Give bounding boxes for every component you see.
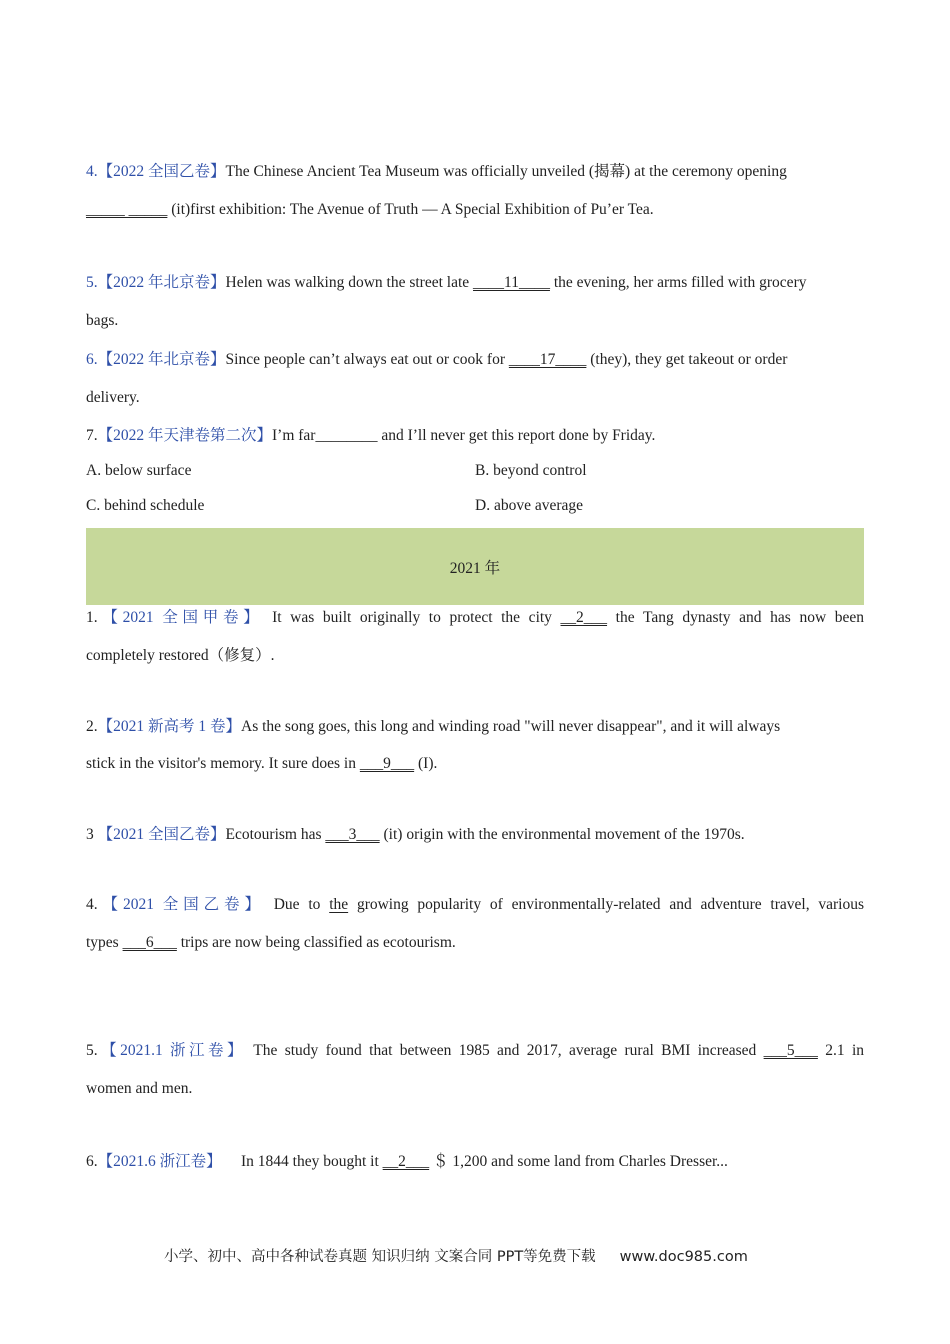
question-number: 6. bbox=[86, 351, 98, 368]
question-text: As the song goes, this long and winding road "will never disappear", and it will always bbox=[241, 718, 781, 735]
answer-blank: ____17____ bbox=[508, 351, 587, 368]
answer-blank: ___5___ bbox=[763, 1042, 818, 1059]
question-text: The Chinese Ancient Tea Museum was officially unveiled (揭幕) at the ceremony opening bbox=[225, 163, 787, 180]
source-tag: 【2021.1 浙江卷】 bbox=[97, 1042, 246, 1059]
question-text: the evening, her arms filled with grocery bbox=[549, 274, 807, 291]
question-text: trips are now being classified as ecotourism. bbox=[176, 934, 456, 951]
source-tag: 【2021 全国乙卷】 bbox=[97, 896, 265, 913]
option-b: B. beyond control bbox=[475, 462, 587, 479]
question-number: 3 bbox=[86, 826, 94, 843]
answer-blank: ___6___ bbox=[122, 934, 177, 951]
question-number: 4. bbox=[86, 896, 98, 913]
question-2021-5-line2 bbox=[86, 1079, 864, 1099]
year-banner bbox=[86, 528, 864, 605]
question-2022-6-line2 bbox=[86, 388, 864, 408]
question-text: the Tang dynasty and has now been bbox=[615, 609, 865, 626]
question-text: and I’ll never get this report done by Friday. bbox=[377, 427, 656, 444]
footer-text: 小学、初中、高中各种试卷真题 知识归纳 文案合同 PPT等免费下载 bbox=[164, 1249, 596, 1265]
answer-blank: ___9___ bbox=[359, 755, 415, 772]
question-text: In 1844 they bought it bbox=[221, 1153, 383, 1170]
answer-blank: ________ bbox=[315, 427, 378, 444]
banner-title: 2021 年 bbox=[449, 559, 501, 577]
source-tag: 【2021 新高考 1 卷】 bbox=[97, 718, 242, 735]
question-text: I’m far bbox=[272, 427, 316, 444]
question-number: 4. bbox=[86, 163, 98, 180]
answer-blank: _____ _____ bbox=[86, 201, 168, 218]
source-tag: 【2022 全国乙卷】 bbox=[97, 163, 226, 180]
question-text: (I). bbox=[414, 755, 438, 772]
question-text: women and men. bbox=[86, 1080, 193, 1097]
question-text: types bbox=[86, 934, 123, 951]
source-tag: 【2021.6 浙江卷】 bbox=[97, 1153, 222, 1170]
question-text: The study found that between 1985 and 2017, average rural BMI increased bbox=[253, 1042, 764, 1059]
question-number: 7. bbox=[86, 427, 98, 444]
question-text: Helen was walking down the street late bbox=[225, 274, 474, 291]
question-text: Ecotourism has bbox=[225, 826, 326, 843]
question-2022-4 bbox=[86, 162, 864, 182]
question-2022-5 bbox=[86, 273, 864, 293]
source-tag: 【2021 全国甲卷】 bbox=[97, 609, 264, 626]
question-text: (it)first exhibition: The Avenue of Truth — A Special Exhibition of Pu’er Tea. bbox=[167, 201, 654, 218]
question-2022-4-line2 bbox=[86, 200, 864, 220]
question-number: 6. bbox=[86, 1153, 98, 1170]
question-number: 1. bbox=[86, 609, 98, 626]
source-tag: 【2022 年北京卷】 bbox=[97, 274, 226, 291]
question-2021-4-line2 bbox=[86, 933, 864, 953]
question-2021-1-line2 bbox=[86, 646, 864, 666]
question-2021-2 bbox=[86, 717, 864, 737]
question-2021-1 bbox=[86, 608, 864, 628]
question-2022-7 bbox=[86, 426, 864, 446]
source-tag: 【2021 全国乙卷】 bbox=[97, 826, 226, 843]
question-2022-5-line2 bbox=[86, 311, 864, 331]
question-text: completely restored（修复）. bbox=[86, 647, 275, 664]
question-text: delivery. bbox=[86, 389, 140, 406]
question-number: 5. bbox=[86, 274, 98, 291]
question-2021-3 bbox=[86, 825, 864, 845]
question-text: stick in the visitor's memory. It sure does in bbox=[86, 755, 360, 772]
question-2021-4 bbox=[86, 895, 864, 915]
answer-blank: __2___ bbox=[560, 609, 608, 626]
source-tag: 【2022 年北京卷】 bbox=[97, 351, 226, 368]
question-text: 2.1 in bbox=[825, 1042, 864, 1059]
question-text: Due to bbox=[273, 896, 330, 913]
footer-url[interactable]: www.doc985.com bbox=[619, 1249, 748, 1265]
question-text: ＄ 1,200 and some land from Charles Dresser... bbox=[429, 1153, 728, 1170]
question-text: It was built originally to protect the city bbox=[272, 609, 561, 626]
answer-blank: ___3___ bbox=[325, 826, 380, 843]
question-text: growing popularity of environmentally-related and adventure travel, various bbox=[348, 896, 865, 913]
question-2022-6 bbox=[86, 350, 864, 370]
underlined-word: the bbox=[329, 896, 349, 913]
question-2021-6 bbox=[86, 1152, 864, 1172]
option-c: C. behind schedule bbox=[86, 497, 205, 514]
page-footer bbox=[164, 1245, 748, 1266]
question-text: (they), they get takeout or order bbox=[586, 351, 788, 368]
source-tag: 【2022 年天津卷第二次】 bbox=[97, 427, 273, 444]
answer-blank: ____11____ bbox=[473, 274, 550, 291]
question-text: bags. bbox=[86, 312, 119, 329]
question-number: 2. bbox=[86, 718, 98, 735]
option-a: A. below surface bbox=[86, 462, 192, 479]
question-number: 5. bbox=[86, 1042, 98, 1059]
question-text: Since people can’t always eat out or cook for bbox=[225, 351, 509, 368]
question-2021-2-line2 bbox=[86, 754, 864, 774]
answer-blank: __2___ bbox=[382, 1153, 430, 1170]
question-text: (it) origin with the environmental movement of the 1970s. bbox=[379, 826, 745, 843]
option-d: D. above average bbox=[475, 497, 584, 514]
question-2021-5 bbox=[86, 1041, 864, 1061]
